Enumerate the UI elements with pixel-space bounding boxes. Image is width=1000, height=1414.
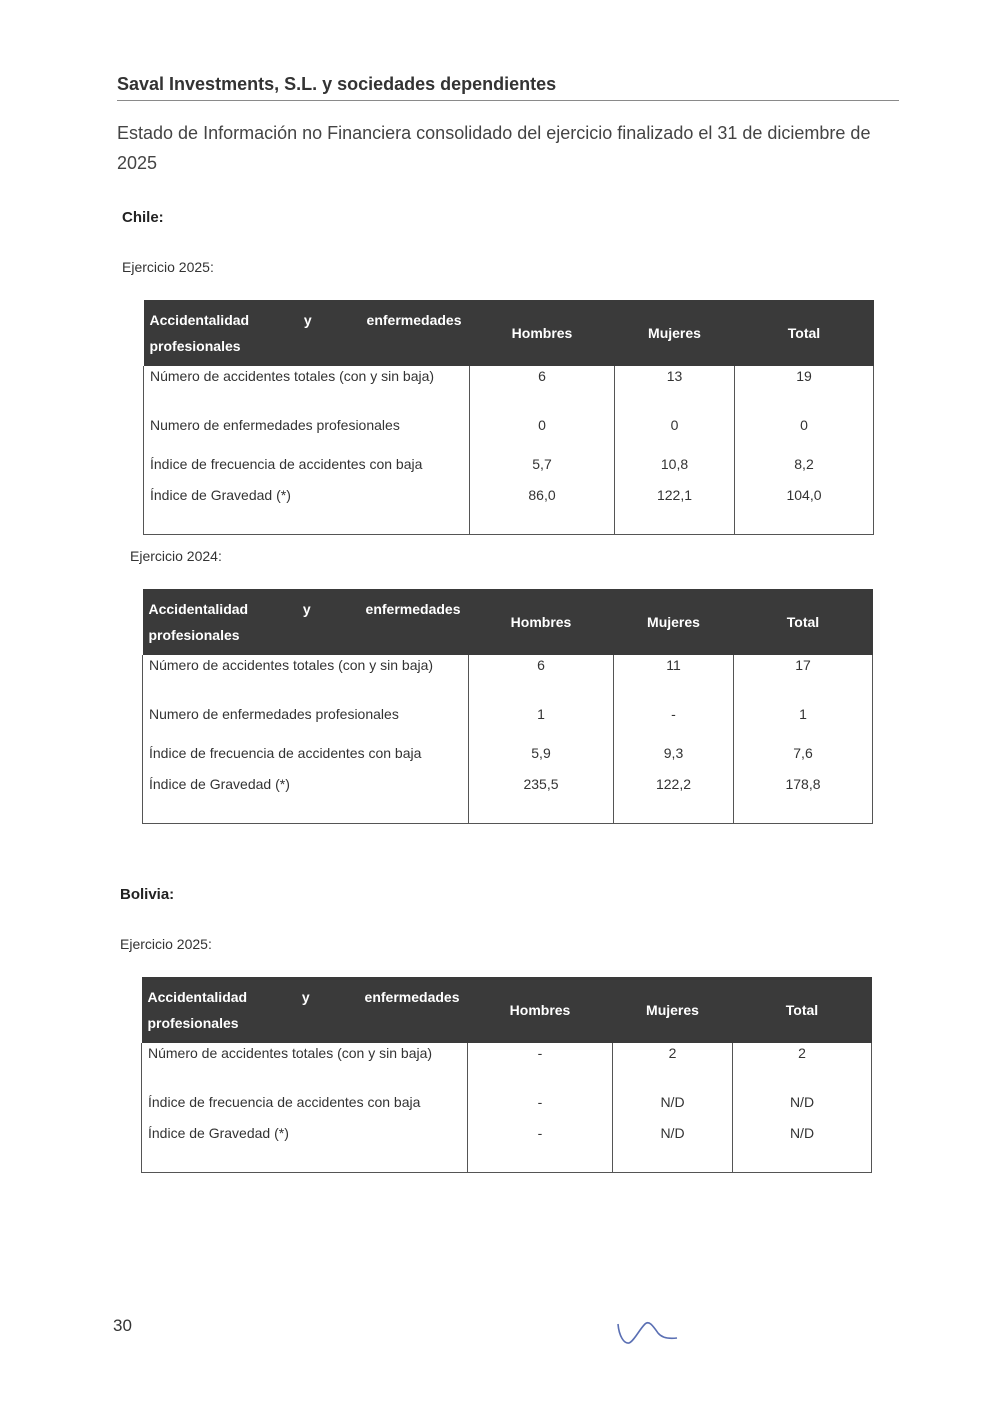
- document-subtitle: Estado de Información no Financiera consolidado del ejercicio finalizado el 31 de diciembre de 2025: [117, 123, 871, 173]
- country-heading-chile: Chile:: [122, 209, 164, 226]
- cell-label: Número de accidentes totales (con y sin baja): [149, 657, 434, 673]
- table-row: [142, 1082, 872, 1121]
- signature-icon: [615, 1318, 681, 1348]
- table-row: [144, 483, 874, 535]
- cell-hombres: 235,5: [469, 772, 614, 824]
- table-row: [144, 444, 874, 483]
- cell-total: 178,8: [734, 772, 873, 824]
- cell-hombres: 5,7: [470, 444, 615, 483]
- page-number: 30: [113, 1316, 132, 1335]
- cell-mujeres: 2: [613, 1043, 733, 1082]
- header-total: Total: [733, 977, 872, 1043]
- cell-label: Índice de frecuencia de accidentes con baja: [150, 455, 423, 472]
- header-hombres: Hombres: [469, 589, 614, 655]
- header-category: Accidentalidad y enfermedades profesionales: [143, 589, 469, 655]
- header-divider: [117, 100, 899, 101]
- cell-total: 2: [733, 1043, 872, 1082]
- cell-label: Índice de Gravedad (*): [148, 1125, 289, 1141]
- cell-mujeres: 122,2: [614, 772, 734, 824]
- cell-label: Índice de frecuencia de accidentes con baja: [149, 744, 422, 761]
- cell-label: Índice de Gravedad (*): [150, 487, 291, 503]
- cell-hombres: 5,9: [469, 733, 614, 772]
- table-chile-2024: [142, 589, 873, 824]
- cell-mujeres: 0: [615, 405, 735, 444]
- cell-hombres: 6: [469, 655, 614, 694]
- table-row: [142, 1043, 872, 1082]
- cell-mujeres: -: [614, 694, 734, 733]
- cell-label: Índice de Gravedad (*): [149, 776, 290, 792]
- cell-mujeres: 122,1: [615, 483, 735, 535]
- table-row: [143, 733, 873, 772]
- table-row: [142, 1121, 872, 1173]
- table-row: [143, 772, 873, 824]
- cell-hombres: -: [468, 1043, 613, 1082]
- header-mujeres: Mujeres: [614, 589, 734, 655]
- cell-hombres: 86,0: [470, 483, 615, 535]
- table-row: [144, 366, 874, 405]
- cell-total: N/D: [733, 1082, 872, 1121]
- cell-hombres: 0: [470, 405, 615, 444]
- header-category: Accidentalidad y enfermedades profesionales: [142, 977, 468, 1043]
- table-row: [143, 694, 873, 733]
- header-total: Total: [734, 589, 873, 655]
- cell-hombres: -: [468, 1082, 613, 1121]
- year-label-bolivia-2025: Ejercicio 2025:: [120, 936, 212, 952]
- cell-mujeres: 10,8: [615, 444, 735, 483]
- cell-total: 104,0: [735, 483, 874, 535]
- table-chile-2025: [143, 300, 874, 535]
- cell-label: Numero de enfermedades profesionales: [150, 416, 400, 433]
- cell-mujeres: 13: [615, 366, 735, 405]
- cell-hombres: -: [468, 1121, 613, 1173]
- header-mujeres: Mujeres: [615, 300, 735, 366]
- header-category: Accidentalidad y enfermedades profesionales: [144, 300, 470, 366]
- cell-total: 19: [735, 366, 874, 405]
- header-mujeres: Mujeres: [613, 977, 733, 1043]
- year-label-chile-2025: Ejercicio 2025:: [122, 259, 214, 275]
- cell-hombres: 6: [470, 366, 615, 405]
- cell-total: 17: [734, 655, 873, 694]
- company-name: Saval Investments, S.L. y sociedades dependientes: [117, 74, 557, 94]
- cell-label: Índice de frecuencia de accidentes con baja: [148, 1093, 421, 1110]
- cell-mujeres: 9,3: [614, 733, 734, 772]
- table-row: [144, 405, 874, 444]
- cell-mujeres: N/D: [613, 1082, 733, 1121]
- cell-total: 7,6: [734, 733, 873, 772]
- table-row: [143, 655, 873, 694]
- table-header-row: [142, 977, 872, 1043]
- table-bolivia-2025: [141, 977, 872, 1173]
- year-label-chile-2024: Ejercicio 2024:: [130, 548, 222, 564]
- cell-total: 1: [734, 694, 873, 733]
- table-header-row: [143, 589, 873, 655]
- cell-label: Número de accidentes totales (con y sin baja): [148, 1045, 433, 1061]
- header-hombres: Hombres: [470, 300, 615, 366]
- cell-mujeres: 11: [614, 655, 734, 694]
- header-hombres: Hombres: [468, 977, 613, 1043]
- cell-hombres: 1: [469, 694, 614, 733]
- cell-label: Numero de enfermedades profesionales: [149, 705, 399, 722]
- cell-total: 8,2: [735, 444, 874, 483]
- country-heading-bolivia: Bolivia:: [120, 886, 175, 903]
- cell-total: N/D: [733, 1121, 872, 1173]
- cell-label: Número de accidentes totales (con y sin baja): [150, 368, 435, 384]
- header-total: Total: [735, 300, 874, 366]
- cell-total: 0: [735, 405, 874, 444]
- table-header-row: [144, 300, 874, 366]
- cell-mujeres: N/D: [613, 1121, 733, 1173]
